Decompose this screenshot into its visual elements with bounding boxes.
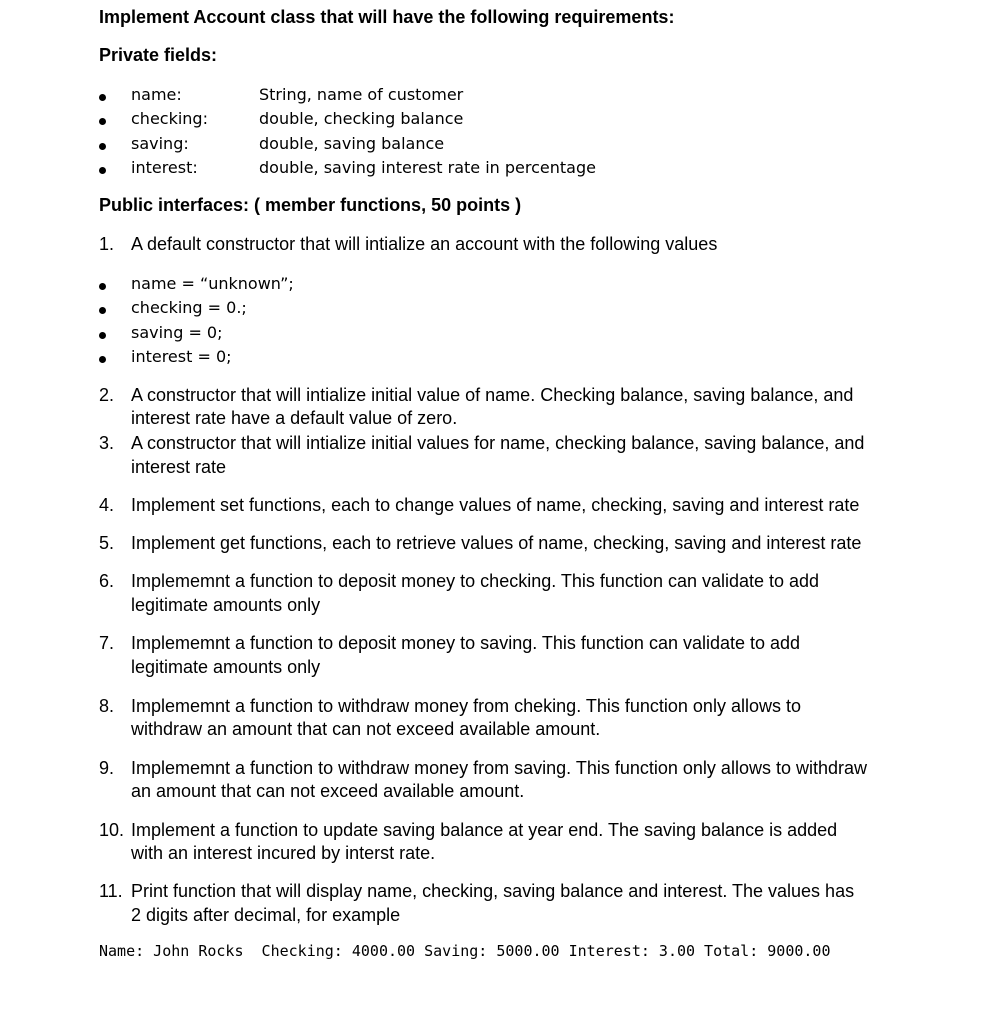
- item-text: A constructor that will intialize initial values for name, checking balance, saving balance, and: [131, 433, 865, 453]
- item-text: Print function that will display name, checking, saving balance and interest. The values has: [131, 881, 855, 901]
- field-desc: double, saving interest rate in percentage: [259, 158, 596, 177]
- bullet-icon: [99, 356, 106, 363]
- item-text: A constructor that will intialize initial value of name. Checking balance, saving balance, and: [131, 385, 854, 405]
- item-number: 9.: [99, 758, 115, 778]
- bullet-icon: [99, 283, 106, 290]
- item-text: Implement a function to update saving balance at year end. The saving balance is added: [131, 820, 838, 840]
- item-number: 3.: [99, 433, 115, 453]
- bullet-icon: [99, 307, 106, 314]
- bullet-icon: [99, 167, 106, 174]
- example-output: Name: John Rocks Checking: 4000.00 Saving: 5000.00 Interest: 3.00 Total: 9000.00: [99, 942, 831, 960]
- default-value: name = “unknown”;: [131, 274, 294, 293]
- item-text-continued: interest rate: [131, 457, 227, 477]
- item-number: 6.: [99, 571, 115, 591]
- item-text: Implememnt a function to deposit money to saving. This function can validate to add: [131, 633, 801, 653]
- page-title: Implement Account class that will have the following requirements:: [99, 7, 675, 27]
- bullet-icon: [99, 143, 106, 150]
- item-text-continued: an amount that can not exceed available amount.: [131, 781, 525, 801]
- item-text-continued: legitimate amounts only: [131, 657, 321, 677]
- field-desc: String, name of customer: [259, 85, 464, 104]
- private-fields-heading: Private fields:: [99, 45, 218, 65]
- item-text: Implement get functions, each to retrieve values of name, checking, saving and interest rate: [131, 533, 862, 553]
- field-desc: double, saving balance: [259, 134, 445, 153]
- default-value: checking = 0.;: [131, 298, 247, 317]
- item-text-continued: withdraw an amount that can not exceed available amount.: [131, 719, 601, 739]
- default-value: saving = 0;: [131, 323, 223, 342]
- field-name: saving:: [131, 134, 189, 153]
- field-name: checking:: [131, 109, 208, 128]
- item-text-continued: 2 digits after decimal, for example: [131, 905, 401, 925]
- item-number: 8.: [99, 696, 115, 716]
- item-text-continued: with an interest incured by interst rate.: [131, 843, 436, 863]
- item-text: Implememnt a function to deposit money to checking. This function can validate to add: [131, 571, 820, 591]
- item-text: Implement set functions, each to change values of name, checking, saving and interest rate: [131, 495, 860, 515]
- bullet-icon: [99, 94, 106, 101]
- bullet-icon: [99, 332, 106, 339]
- item-text-continued: interest rate have a default value of zero.: [131, 408, 458, 428]
- item-number: 1.: [99, 234, 115, 254]
- item-text: A default constructor that will intialize an account with the following values: [131, 234, 718, 254]
- field-desc: double, checking balance: [259, 109, 464, 128]
- item-text: Implememnt a function to withdraw money from saving. This function only allows to withdraw: [131, 758, 867, 778]
- field-name: interest:: [131, 158, 198, 177]
- item-number: 5.: [99, 533, 115, 553]
- item-text: Implememnt a function to withdraw money from cheking. This function only allows to: [131, 696, 801, 716]
- item-number: 4.: [99, 495, 115, 515]
- bullet-icon: [99, 118, 106, 125]
- item-number: 7.: [99, 633, 115, 653]
- item-text-continued: legitimate amounts only: [131, 595, 321, 615]
- public-interfaces-heading: Public interfaces: ( member functions, 50 points ): [99, 195, 522, 215]
- item-number: 10.: [99, 820, 125, 840]
- item-number: 2.: [99, 385, 115, 405]
- item-number: 11.: [99, 881, 123, 901]
- default-value: interest = 0;: [131, 347, 232, 366]
- field-name: name:: [131, 85, 182, 104]
